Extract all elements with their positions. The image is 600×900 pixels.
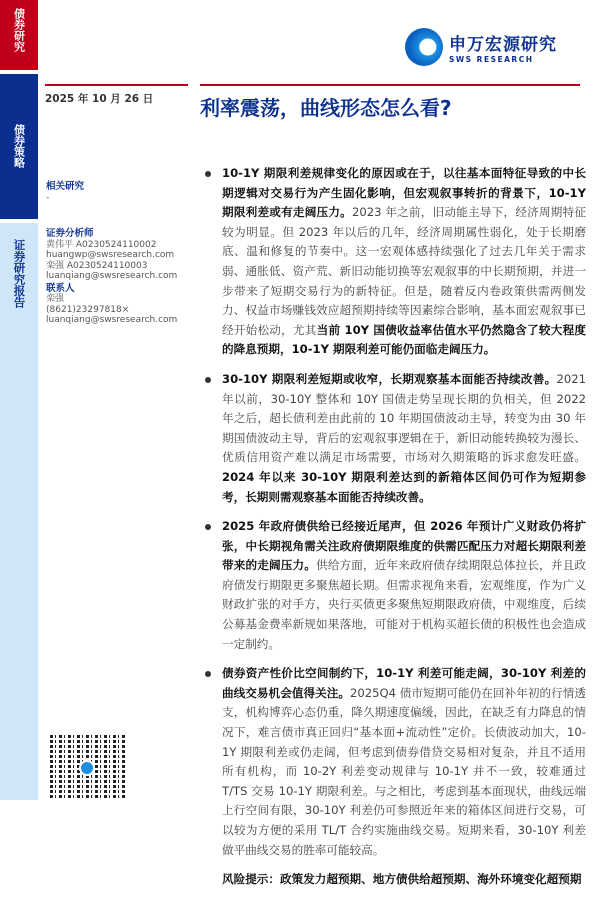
risk-text: 风险提示：政策发力超预期、地方债供给超预期、海外环境变化超预期: [222, 872, 582, 887]
bullet-icon: [205, 171, 211, 177]
divider-main: [200, 84, 580, 86]
para-text: 2025Q4 债市短期可能仍在回补年初的行情透支，机构博弈心态仍重，降久期速度偏缓，因此，在缺乏有力降息的情况下，难言债市真正回归“基本面+流动性”定价。长债波动加大，10-1Y 期限利差或仍走阔，但考虑到债券借贷交易相对复杂，并且不适用所有机构，而 10-2Y 利差变动规律与 10-1Y 并不一致，较难通过 T/TS 交易 10-1Y 期限利差。与之相比，考虑到基本面现状，曲线远端上行空间有限，30-10Y 利差仍可参照近年来的箱体区间进行交易，可以较为方便的采用 TL/T 合约实施曲线交易。短期来看，30-10Y 利差做平曲线交易的胜率可能较高。: [222, 685, 586, 857]
side-tab-securities-report: 证券研究报告: [0, 223, 38, 800]
summary-paragraph: [222, 517, 586, 654]
analyst-line: 黄伟平 A0230524110002: [46, 239, 157, 250]
summary-paragraph: [222, 164, 586, 360]
analyst-line: luanqiang@swsresearch.com: [46, 271, 178, 281]
side-tab-bond-research: 债券研究: [0, 0, 38, 70]
report-body: [222, 164, 586, 900]
logo-cn: 申万宏源研究: [449, 35, 557, 55]
para-conclusion: 当前 10Y 国债收益率估值水平仍然隐含了较大程度的降息预期，10-1Y 期限利差可能仍面临走阔压力。: [222, 322, 586, 357]
para-conclusion: 2024 年以来 30-10Y 期限利差达到的新箱体区间仍可作为短期参考，长期则需观察基本面能否持续改善。: [222, 469, 586, 504]
para-lead: 债券资产性价比空间制约下，10-1Y 利差可能走阔，30-10Y 利差的曲线交易机会值得关注。: [222, 666, 586, 700]
related-heading: 相关研究: [46, 181, 85, 192]
report-date: 2025 年 10 月 26 日: [45, 93, 154, 105]
bullet-icon: [205, 377, 211, 383]
para-lead: 30-10Y 期限利差短期或收窄，长期观察基本面能否持续改善。: [222, 371, 557, 386]
risk-warning: [222, 870, 586, 890]
analyst-line: huangwp@swsresearch.com: [46, 250, 175, 260]
sidebar-info: [46, 180, 191, 326]
analysts-heading: 证券分析师: [46, 228, 94, 239]
contact-line: luanqiang@swsresearch.com: [46, 315, 178, 325]
logo-en: SWS RESEARCH: [449, 55, 534, 64]
para-text: 供给方面，近年来政府债存续期限总体拉长，并且政府债发行期限更多聚焦超长期。但需求视角来看，宏观维度，作为广义财政扩张的对手方，央行买债更多聚焦短期限政府债，中观维度，后续公募基金费率新规如果落地，可能对于机构买超长债的积极性也会造成一定制约。: [222, 558, 586, 651]
related-value: -: [46, 192, 50, 203]
summary-paragraph: [222, 370, 586, 507]
sws-logo-icon: [405, 28, 443, 66]
para-lead: 2025 年政府债供给已经接近尾声，但 2026 年预计广义财政仍将扩张，中长期视角需关注政府债期限维度的供需匹配压力对超长期限利差带来的走阔压力。: [222, 519, 586, 573]
contact-line: (8621)23297818×: [46, 304, 130, 315]
analyst-line: 栾强 A0230524110003: [46, 260, 148, 271]
page-title: 利率震荡，曲线形态怎么看?: [200, 96, 452, 120]
qr-code: [50, 733, 125, 800]
contact-heading: 联系人: [46, 282, 75, 294]
divider-left: [45, 84, 188, 86]
qr-logo-icon: [79, 760, 95, 776]
para-text: 2021 年以前，30-10Y 整体和 10Y 国债走势呈现长期的负相关，但 2022 年之后，超长债利差由此前的 10 年期国债波动主导，转变为由 30 年期国债波动主导，背后的宏观叙事逻辑在于，新旧动能转换较为漫长、优质信用资产难以满足市场需要，市场对久期策略的诉求愈发旺盛。: [222, 371, 586, 465]
para-text: 2023 年之前，旧动能主导下，经济周期特征较为明显。但 2023 年以后的几年，经济周期属性弱化，处于长期磨底、温和修复的节奏中。这一宏观体感持续强化了过去几年关于需求弱、通胀低、资产荒、新旧动能切换等宏观叙事的中长期预期，并进一步带来了短期交易行为的新特征。但是，随着反内卷政策供需两侧发力、权益市场赚钱效应超预期持续等因素综合影响，基本面宏观叙事已经开始松动，尤其: [222, 205, 586, 337]
sws-logo: [405, 28, 557, 66]
para-lead: 10-1Y 期限利差规律变化的原因或在于，以往基本面特征导致的中长期逻辑对交易行为产生固化影响，但宏观叙事转折的背景下，10-1Y 期限利差或有走阔压力。: [222, 166, 586, 220]
bullet-icon: [205, 671, 211, 677]
side-tab-bond-strategy: 债券策略: [0, 74, 38, 219]
bullet-icon: [205, 524, 211, 530]
contact-line: 栾强: [46, 294, 65, 304]
summary-paragraph: [222, 664, 586, 860]
